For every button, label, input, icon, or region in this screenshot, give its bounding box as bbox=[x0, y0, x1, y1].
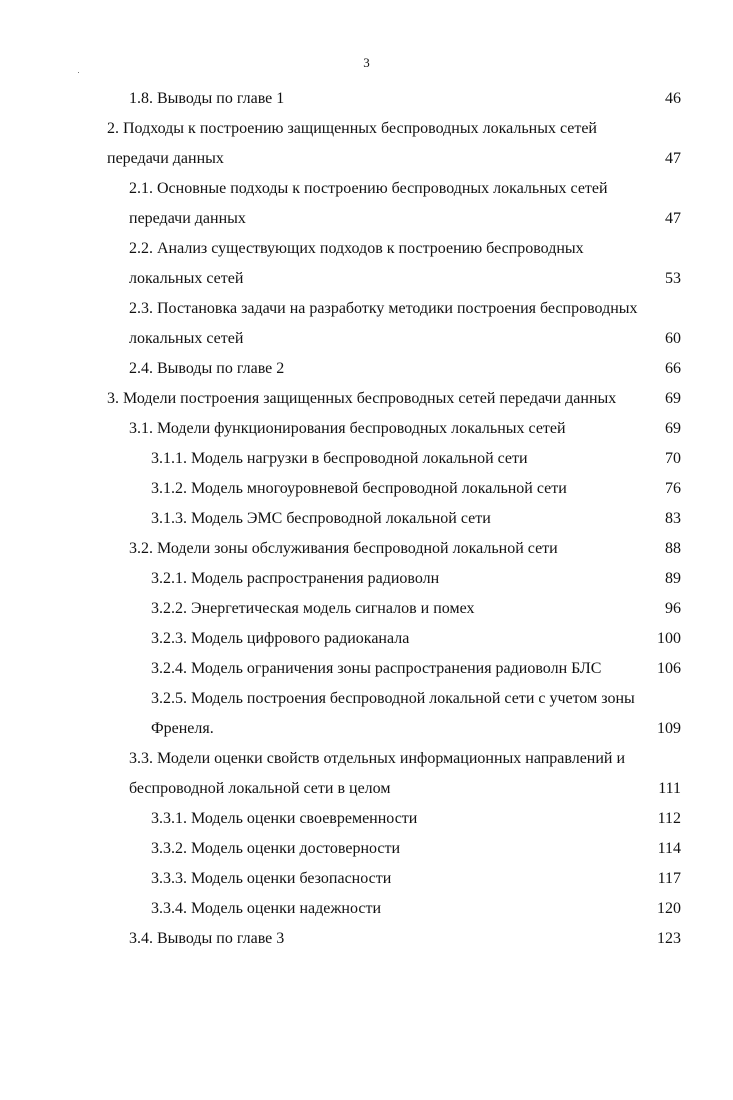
toc-entry bbox=[0, 684, 733, 744]
toc-entry-page: 83 bbox=[665, 510, 681, 527]
toc-entry-page: 69 bbox=[665, 390, 681, 407]
toc-entry-page: 111 bbox=[658, 780, 681, 797]
toc-entry-title: 3.1.3. Модель ЭМС беспроводной локальной сети bbox=[151, 510, 491, 527]
toc-entry bbox=[0, 84, 733, 114]
toc-entry-page: 46 bbox=[665, 90, 681, 107]
toc-entry bbox=[0, 834, 733, 864]
toc-entry-page: 47 bbox=[665, 150, 681, 167]
toc-entry-title: 1.8. Выводы по главе 1 bbox=[129, 90, 285, 107]
toc-entry bbox=[0, 504, 733, 534]
toc-entry bbox=[0, 114, 733, 174]
toc-entry-title: передачи данных bbox=[107, 150, 224, 167]
toc-entry-title: передачи данных bbox=[129, 210, 246, 227]
toc-entry-title: 3.3.4. Модель оценки надежности bbox=[151, 900, 382, 917]
toc-entry bbox=[0, 174, 733, 234]
toc-entry bbox=[0, 864, 733, 894]
toc-entry bbox=[0, 474, 733, 504]
toc-entry-line bbox=[0, 294, 733, 324]
toc-entry-page: 96 bbox=[665, 600, 681, 617]
toc-entry bbox=[0, 744, 733, 804]
toc-entry-title: 3.3.2. Модель оценки достоверности bbox=[151, 840, 401, 857]
toc-entry-title: 3.1.1. Модель нагрузки в беспроводной локальной сети bbox=[151, 450, 528, 467]
toc-entry bbox=[0, 804, 733, 834]
toc-entry bbox=[0, 384, 733, 414]
toc-entry-line bbox=[0, 174, 733, 204]
toc-entry-line bbox=[0, 204, 733, 234]
toc-entry-line bbox=[0, 144, 733, 174]
toc-entry-title: 3.2.5. Модель построения беспроводной локальной сети с учетом зоны bbox=[151, 690, 635, 707]
toc-entry-title: 2.3. Постановка задачи на разработку методики построения беспроводных bbox=[129, 300, 638, 317]
toc-entry-title: 3.3.1. Модель оценки своевременности bbox=[151, 810, 418, 827]
page-number: 3 bbox=[363, 55, 370, 70]
toc-entry bbox=[0, 354, 733, 384]
toc-entry-title: 3.2.3. Модель цифрового радиоканала bbox=[151, 630, 410, 647]
toc-entry-line bbox=[0, 804, 733, 834]
toc-entry-line bbox=[0, 264, 733, 294]
toc-entry-line bbox=[0, 504, 733, 534]
toc-entry-page: 89 bbox=[665, 570, 681, 587]
toc-entry-page: 114 bbox=[657, 840, 681, 857]
toc-entry-title: беспроводной локальной сети в целом bbox=[129, 780, 391, 797]
toc-entry-line bbox=[0, 624, 733, 654]
toc-entry-page: 47 bbox=[665, 210, 681, 227]
toc-entry-page: 120 bbox=[657, 900, 681, 917]
toc-entry bbox=[0, 414, 733, 444]
toc-entry-title: 2.4. Выводы по главе 2 bbox=[129, 360, 285, 377]
toc-entry-page: 66 bbox=[665, 360, 681, 377]
toc-entry-page: 70 bbox=[665, 450, 681, 467]
toc-entry-title: 2.1. Основные подходы к построению беспроводных локальных сетей bbox=[129, 180, 608, 197]
toc-entry bbox=[0, 234, 733, 294]
toc-entry-line bbox=[0, 324, 733, 354]
toc-entry-line bbox=[0, 834, 733, 864]
toc-entry-page: 69 bbox=[665, 420, 681, 437]
toc-entry-title: локальных сетей bbox=[129, 270, 244, 287]
toc-entry-title: Френеля. bbox=[151, 720, 214, 737]
toc-entry-page: 60 bbox=[665, 330, 681, 347]
toc-entry-line bbox=[0, 864, 733, 894]
toc-entry-line bbox=[0, 474, 733, 504]
toc-entry-title: 3.2.1. Модель распространения радиоволн bbox=[151, 570, 440, 587]
toc-entry-page: 76 bbox=[665, 480, 681, 497]
toc-entry bbox=[0, 444, 733, 474]
toc-entry-page: 88 bbox=[665, 540, 681, 557]
toc-entry-title: 3.2.2. Энергетическая модель сигналов и помех bbox=[151, 600, 475, 617]
toc-entry-line bbox=[0, 84, 733, 114]
toc-entry-line bbox=[0, 384, 733, 414]
toc-entry bbox=[0, 924, 733, 954]
toc-entry-line bbox=[0, 654, 733, 684]
toc-entry-line bbox=[0, 594, 733, 624]
toc-entry-title: 3.3. Модели оценки свойств отдельных информационных направлений и bbox=[129, 750, 626, 767]
toc-entry-line bbox=[0, 534, 733, 564]
toc-entry-title: локальных сетей bbox=[129, 330, 244, 347]
toc-entry-title: 2. Подходы к построению защищенных беспроводных локальных сетей bbox=[107, 120, 597, 137]
toc-entry-line bbox=[0, 684, 733, 714]
toc-entry bbox=[0, 294, 733, 354]
toc-entry-title: 3. Модели построения защищенных беспроводных сетей передачи данных bbox=[107, 390, 617, 407]
toc-entry bbox=[0, 594, 733, 624]
toc-entry-page: 106 bbox=[657, 660, 681, 677]
toc-entry-page: 53 bbox=[665, 270, 681, 287]
toc-entry bbox=[0, 624, 733, 654]
toc-entry-page: 109 bbox=[657, 720, 681, 737]
toc-entry bbox=[0, 654, 733, 684]
toc-entry-title: 2.2. Анализ существующих подходов к построению беспроводных bbox=[129, 240, 584, 257]
toc-entry bbox=[0, 564, 733, 594]
toc-entry-line bbox=[0, 414, 733, 444]
toc-entry-title: 3.1. Модели функционирования беспроводных локальных сетей bbox=[129, 420, 566, 437]
toc-entry-line bbox=[0, 114, 733, 144]
toc-entry-title: 3.3.3. Модель оценки безопасности bbox=[151, 870, 392, 887]
toc-entry-line bbox=[0, 744, 733, 774]
toc-entry bbox=[0, 534, 733, 564]
toc-entry-line bbox=[0, 714, 733, 744]
toc-entry-page: 100 bbox=[657, 630, 681, 647]
toc-entry-page: 117 bbox=[657, 870, 681, 887]
toc-entry-title: 3.1.2. Модель многоуровневой беспроводной локальной сети bbox=[151, 480, 567, 497]
toc-entry-line bbox=[0, 564, 733, 594]
toc-entry-page: 123 bbox=[657, 930, 681, 947]
toc-entry-line bbox=[0, 894, 733, 924]
toc-entry bbox=[0, 894, 733, 924]
toc-entry-line bbox=[0, 444, 733, 474]
toc-entry-line bbox=[0, 924, 733, 954]
toc-entry-line bbox=[0, 354, 733, 384]
toc-entry-title: 3.4. Выводы по главе 3 bbox=[129, 930, 285, 947]
table-of-contents bbox=[0, 84, 733, 954]
toc-entry-line bbox=[0, 234, 733, 264]
scan-speck bbox=[78, 72, 79, 73]
toc-entry-page: 112 bbox=[657, 810, 681, 827]
toc-entry-line bbox=[0, 774, 733, 804]
toc-entry-title: 3.2.4. Модель ограничения зоны распространения радиоволн БЛС bbox=[151, 660, 602, 677]
toc-entry-title: 3.2. Модели зоны обслуживания беспроводной локальной сети bbox=[129, 540, 558, 557]
